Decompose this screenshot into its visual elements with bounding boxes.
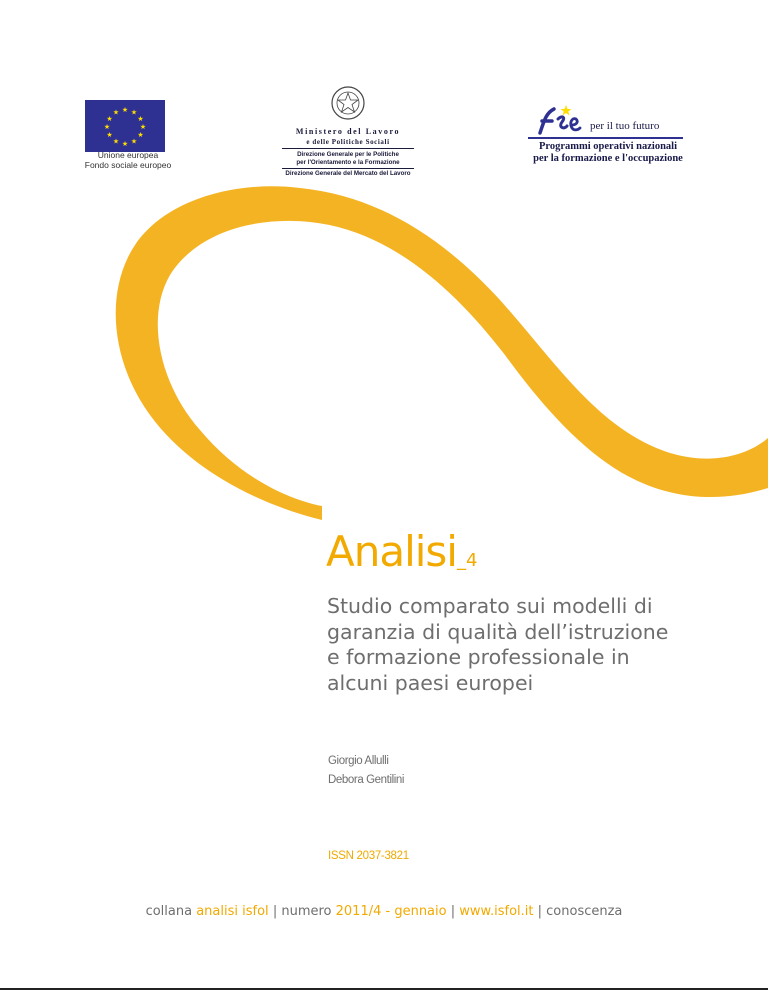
eu-caption-line2: Fondo sociale europeo (84, 160, 172, 170)
svg-text:★: ★ (112, 108, 120, 117)
footer-bar (0, 904, 768, 919)
svg-text:★: ★ (137, 131, 144, 139)
svg-text:★: ★ (106, 115, 113, 123)
footer-separator: | (450, 904, 456, 919)
series-name: Analisi (326, 527, 457, 576)
fse-wordmark-icon (536, 103, 582, 139)
footer-separator: | (272, 904, 278, 919)
series-number: _4 (456, 550, 478, 571)
series-title (326, 526, 477, 587)
footer-section-label: conoscenza (546, 904, 623, 919)
footer-numero-label: numero (281, 904, 332, 919)
footer-website-link[interactable]: www.isfol.it (459, 904, 534, 919)
svg-text:★: ★ (121, 106, 129, 114)
footer-numero-value: 2011/4 - gennaio (335, 904, 447, 919)
fse-logo (528, 103, 688, 173)
fse-slogan: per il tuo futuro (590, 120, 660, 132)
svg-text:★: ★ (137, 115, 144, 123)
svg-text:★: ★ (103, 123, 111, 131)
ministero-divider (282, 168, 414, 169)
ministero-sub-line1: Direzione Generale per le Politiche (297, 151, 399, 158)
eu-logo-caption (78, 150, 178, 170)
svg-text:★: ★ (121, 140, 129, 148)
document-title: Studio comparato sui modelli di garanzia di qualità dell’istruzione e formazione professionale in alcuni paesi europei (327, 594, 669, 695)
eu-caption-line1: Unione europea (97, 150, 159, 160)
author-name: Debora Gentilini (328, 774, 405, 786)
svg-text:★: ★ (139, 123, 147, 131)
eu-flag-logo (85, 100, 165, 152)
eu-stars-icon (85, 100, 165, 152)
fse-program-line2: per la formazione e l'occupazione (533, 153, 683, 164)
footer-collana-value: analisi isfol (196, 904, 269, 919)
svg-text:★: ★ (130, 108, 138, 117)
fse-divider (528, 137, 683, 139)
ministero-sub-line2: per l'Orientamento e la Formazione (296, 159, 400, 166)
footer-collana-label: collana (145, 904, 193, 919)
fse-program-line1: Programmi operativi nazionali (538, 141, 678, 152)
footer-separator: | (537, 904, 543, 919)
svg-text:★: ★ (112, 137, 120, 146)
ministero-title-line1: Ministero del Lavoro (295, 127, 401, 136)
ministero-divider (282, 148, 414, 149)
svg-text:★: ★ (130, 137, 138, 146)
ministero-sub-line3: Direzione Generale del Mercato del Lavoro (285, 170, 411, 177)
bottom-divider (0, 988, 768, 990)
author-name: Giorgio Allulli (328, 755, 389, 767)
svg-text:★: ★ (106, 131, 113, 139)
italian-emblem-icon (329, 84, 367, 122)
ministero-title-line2: e delle Politiche Sociali (306, 138, 390, 146)
issn-number: ISSN 2037-3821 (328, 850, 409, 862)
